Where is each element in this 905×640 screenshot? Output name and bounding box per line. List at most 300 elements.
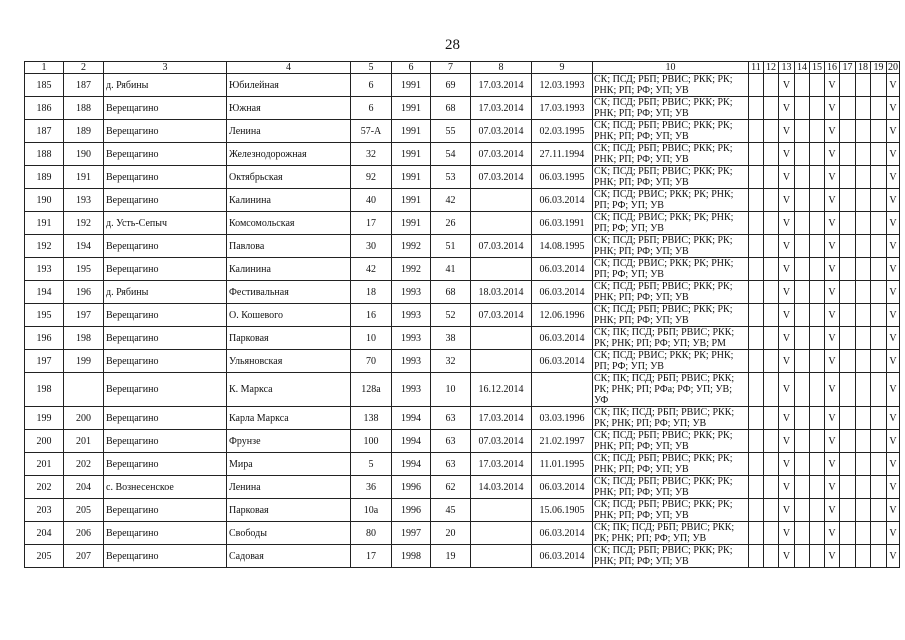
cell-col-2: 195	[64, 258, 104, 281]
cell-col-15	[810, 545, 825, 568]
cell-col-11	[749, 166, 764, 189]
cell-col-8: 07.03.2014	[471, 120, 532, 143]
cell-col-1: 191	[25, 212, 64, 235]
cell-col-10: СК; ПСД; РБП; РВИС; РКК; РК; РНК; РП; РФ; УП; УВ	[593, 235, 749, 258]
cell-col-18	[856, 350, 871, 373]
column-header-7: 7	[431, 62, 471, 74]
cell-col-15	[810, 120, 825, 143]
cell-col-5: 17	[351, 212, 392, 235]
cell-col-14	[795, 258, 810, 281]
cell-col-7: 54	[431, 143, 471, 166]
cell-col-14	[795, 74, 810, 97]
cell-col-12	[764, 407, 779, 430]
cell-col-11	[749, 189, 764, 212]
cell-col-15	[810, 407, 825, 430]
cell-col-17	[840, 235, 856, 258]
cell-col-2: 189	[64, 120, 104, 143]
cell-col-10: СК; ПСД; РБП; РВИС; РКК; РК; РНК; РП; РФ; УП; УВ	[593, 453, 749, 476]
cell-col-9: 06.03.2014	[532, 281, 593, 304]
cell-col-13: V	[779, 235, 795, 258]
cell-col-1: 204	[25, 522, 64, 545]
cell-col-5: 40	[351, 189, 392, 212]
cell-col-7: 63	[431, 453, 471, 476]
cell-col-13: V	[779, 499, 795, 522]
cell-col-19	[871, 258, 887, 281]
cell-col-16: V	[825, 120, 840, 143]
cell-col-11	[749, 304, 764, 327]
cell-col-11	[749, 258, 764, 281]
cell-col-2: 205	[64, 499, 104, 522]
table-row	[25, 430, 900, 453]
cell-col-16: V	[825, 97, 840, 120]
cell-col-7: 55	[431, 120, 471, 143]
cell-col-20: V	[887, 373, 900, 407]
cell-col-14	[795, 212, 810, 235]
cell-col-8	[471, 212, 532, 235]
cell-col-3: Верещагино	[104, 373, 227, 407]
cell-col-5: 6	[351, 74, 392, 97]
cell-col-13: V	[779, 120, 795, 143]
cell-col-5: 57-А	[351, 120, 392, 143]
cell-col-11	[749, 499, 764, 522]
cell-col-15	[810, 327, 825, 350]
cell-col-20: V	[887, 97, 900, 120]
cell-col-16: V	[825, 545, 840, 568]
cell-col-5: 30	[351, 235, 392, 258]
cell-col-17	[840, 545, 856, 568]
cell-col-7: 26	[431, 212, 471, 235]
cell-col-16: V	[825, 304, 840, 327]
cell-col-3: Верещагино	[104, 522, 227, 545]
cell-col-11	[749, 120, 764, 143]
cell-col-14	[795, 143, 810, 166]
cell-col-12	[764, 143, 779, 166]
cell-col-10: СК; ПСД; РБП; РВИС; РКК; РК; РНК; РП; РФ; УП; УВ	[593, 281, 749, 304]
cell-col-1: 195	[25, 304, 64, 327]
cell-col-12	[764, 430, 779, 453]
cell-col-20: V	[887, 189, 900, 212]
cell-col-16: V	[825, 166, 840, 189]
cell-col-16: V	[825, 430, 840, 453]
column-header-12: 12	[764, 62, 779, 74]
cell-col-8	[471, 189, 532, 212]
cell-col-17	[840, 304, 856, 327]
cell-col-8	[471, 522, 532, 545]
table-row	[25, 143, 900, 166]
cell-col-11	[749, 327, 764, 350]
cell-col-8	[471, 499, 532, 522]
cell-col-3: Верещагино	[104, 350, 227, 373]
cell-col-14	[795, 97, 810, 120]
cell-col-2: 206	[64, 522, 104, 545]
cell-col-4: Ленина	[227, 476, 351, 499]
cell-col-6: 1993	[392, 373, 431, 407]
cell-col-8: 17.03.2014	[471, 74, 532, 97]
cell-col-9: 03.03.1996	[532, 407, 593, 430]
cell-col-1: 200	[25, 430, 64, 453]
table-header	[25, 62, 900, 74]
cell-col-15	[810, 166, 825, 189]
cell-col-10: СК; ПК; ПСД; РБП; РВИС; РКК; РК; РНК; РП; РФ; УП; УВ; РМ	[593, 327, 749, 350]
cell-col-9: 12.06.1996	[532, 304, 593, 327]
cell-col-8: 17.03.2014	[471, 453, 532, 476]
table-row	[25, 545, 900, 568]
cell-col-18	[856, 166, 871, 189]
cell-col-17	[840, 258, 856, 281]
cell-col-5: 70	[351, 350, 392, 373]
cell-col-5: 100	[351, 430, 392, 453]
cell-col-18	[856, 281, 871, 304]
cell-col-17	[840, 499, 856, 522]
cell-col-10: СК; ПСД; РБП; РВИС; РКК; РК; РНК; РП; РФ; УП; УВ	[593, 304, 749, 327]
cell-col-19	[871, 407, 887, 430]
table-row	[25, 120, 900, 143]
cell-col-9: 14.08.1995	[532, 235, 593, 258]
cell-col-3: Верещагино	[104, 545, 227, 568]
cell-col-14	[795, 453, 810, 476]
registry-table	[24, 61, 900, 568]
cell-col-12	[764, 189, 779, 212]
cell-col-18	[856, 189, 871, 212]
cell-col-17	[840, 143, 856, 166]
cell-col-9: 21.02.1997	[532, 430, 593, 453]
cell-col-16: V	[825, 373, 840, 407]
cell-col-20: V	[887, 258, 900, 281]
cell-col-12	[764, 499, 779, 522]
cell-col-19	[871, 189, 887, 212]
cell-col-15	[810, 74, 825, 97]
cell-col-20: V	[887, 143, 900, 166]
cell-col-1: 186	[25, 97, 64, 120]
cell-col-3: Верещагино	[104, 235, 227, 258]
cell-col-20: V	[887, 166, 900, 189]
cell-col-6: 1991	[392, 189, 431, 212]
cell-col-13: V	[779, 166, 795, 189]
column-header-11: 11	[749, 62, 764, 74]
cell-col-20: V	[887, 74, 900, 97]
cell-col-5: 128а	[351, 373, 392, 407]
cell-col-12	[764, 545, 779, 568]
cell-col-2: 187	[64, 74, 104, 97]
cell-col-10: СК; ПСД; РБП; РВИС; РКК; РК; РНК; РП; РФ; УП; УВ	[593, 430, 749, 453]
table-row	[25, 407, 900, 430]
cell-col-6: 1996	[392, 476, 431, 499]
cell-col-4: Комсомольская	[227, 212, 351, 235]
cell-col-12	[764, 327, 779, 350]
cell-col-12	[764, 166, 779, 189]
cell-col-16: V	[825, 350, 840, 373]
cell-col-12	[764, 97, 779, 120]
cell-col-16: V	[825, 189, 840, 212]
cell-col-1: 203	[25, 499, 64, 522]
cell-col-3: Верещагино	[104, 499, 227, 522]
cell-col-4: Фрунзе	[227, 430, 351, 453]
cell-col-15	[810, 373, 825, 407]
cell-col-10: СК; ПСД; РБП; РВИС; РКК; РК; РНК; РП; РФ; УП; УВ	[593, 166, 749, 189]
cell-col-2	[64, 373, 104, 407]
cell-col-6: 1997	[392, 522, 431, 545]
cell-col-1: 190	[25, 189, 64, 212]
cell-col-1: 187	[25, 120, 64, 143]
cell-col-19	[871, 212, 887, 235]
cell-col-13: V	[779, 189, 795, 212]
cell-col-20: V	[887, 407, 900, 430]
table-row	[25, 189, 900, 212]
cell-col-12	[764, 258, 779, 281]
cell-col-9: 27.11.1994	[532, 143, 593, 166]
cell-col-10: СК; ПСД; РБП; РВИС; РКК; РК; РНК; РП; РФ; УП; УВ	[593, 143, 749, 166]
cell-col-4: Садовая	[227, 545, 351, 568]
cell-col-20: V	[887, 281, 900, 304]
cell-col-18	[856, 522, 871, 545]
cell-col-10: СК; ПСД; РВИС; РКК; РК; РНК; РП; РФ; УП; УВ	[593, 350, 749, 373]
cell-col-9: 06.03.2014	[532, 522, 593, 545]
cell-col-10: СК; ПСД; РБП; РВИС; РКК; РК; РНК; РП; РФ; УП; УВ	[593, 74, 749, 97]
cell-col-17	[840, 430, 856, 453]
cell-col-1: 193	[25, 258, 64, 281]
cell-col-17	[840, 120, 856, 143]
cell-col-15	[810, 235, 825, 258]
cell-col-7: 68	[431, 281, 471, 304]
cell-col-15	[810, 350, 825, 373]
table-row	[25, 281, 900, 304]
cell-col-20: V	[887, 476, 900, 499]
cell-col-9: 06.03.2014	[532, 476, 593, 499]
cell-col-18	[856, 327, 871, 350]
cell-col-3: д. Рябины	[104, 281, 227, 304]
cell-col-4: Парковая	[227, 327, 351, 350]
cell-col-13: V	[779, 545, 795, 568]
cell-col-6: 1998	[392, 545, 431, 568]
table-body	[25, 74, 900, 568]
column-header-16: 16	[825, 62, 840, 74]
cell-col-18	[856, 499, 871, 522]
cell-col-3: Верещагино	[104, 120, 227, 143]
cell-col-19	[871, 373, 887, 407]
cell-col-11	[749, 545, 764, 568]
column-header-1: 1	[25, 62, 64, 74]
cell-col-4: Юбилейная	[227, 74, 351, 97]
cell-col-13: V	[779, 97, 795, 120]
cell-col-3: Верещагино	[104, 166, 227, 189]
cell-col-14	[795, 120, 810, 143]
cell-col-6: 1993	[392, 327, 431, 350]
cell-col-4: Павлова	[227, 235, 351, 258]
cell-col-17	[840, 97, 856, 120]
cell-col-15	[810, 453, 825, 476]
cell-col-4: Мира	[227, 453, 351, 476]
cell-col-6: 1991	[392, 120, 431, 143]
cell-col-14	[795, 545, 810, 568]
cell-col-13: V	[779, 407, 795, 430]
cell-col-9: 06.03.1995	[532, 166, 593, 189]
cell-col-13: V	[779, 327, 795, 350]
cell-col-4: Калинина	[227, 189, 351, 212]
cell-col-7: 45	[431, 499, 471, 522]
cell-col-18	[856, 407, 871, 430]
column-header-3: 3	[104, 62, 227, 74]
table-row	[25, 166, 900, 189]
cell-col-7: 20	[431, 522, 471, 545]
cell-col-5: 18	[351, 281, 392, 304]
table-row	[25, 235, 900, 258]
cell-col-8	[471, 258, 532, 281]
cell-col-12	[764, 212, 779, 235]
cell-col-20: V	[887, 522, 900, 545]
cell-col-2: 190	[64, 143, 104, 166]
cell-col-1: 192	[25, 235, 64, 258]
cell-col-20: V	[887, 327, 900, 350]
cell-col-14	[795, 407, 810, 430]
cell-col-15	[810, 281, 825, 304]
cell-col-3: Верещагино	[104, 97, 227, 120]
cell-col-18	[856, 373, 871, 407]
cell-col-17	[840, 74, 856, 97]
cell-col-3: Верещагино	[104, 258, 227, 281]
cell-col-8: 07.03.2014	[471, 430, 532, 453]
cell-col-6: 1994	[392, 407, 431, 430]
cell-col-20: V	[887, 453, 900, 476]
cell-col-5: 80	[351, 522, 392, 545]
cell-col-20: V	[887, 499, 900, 522]
table-row	[25, 97, 900, 120]
header-row	[25, 62, 900, 74]
cell-col-12	[764, 120, 779, 143]
cell-col-8: 18.03.2014	[471, 281, 532, 304]
cell-col-12	[764, 235, 779, 258]
cell-col-2: 196	[64, 281, 104, 304]
cell-col-12	[764, 476, 779, 499]
cell-col-8: 17.03.2014	[471, 97, 532, 120]
cell-col-19	[871, 453, 887, 476]
column-header-19: 19	[871, 62, 887, 74]
cell-col-19	[871, 522, 887, 545]
cell-col-5: 10а	[351, 499, 392, 522]
cell-col-14	[795, 327, 810, 350]
column-header-18: 18	[856, 62, 871, 74]
cell-col-14	[795, 499, 810, 522]
cell-col-17	[840, 350, 856, 373]
cell-col-2: 193	[64, 189, 104, 212]
cell-col-2: 199	[64, 350, 104, 373]
cell-col-8	[471, 350, 532, 373]
cell-col-18	[856, 120, 871, 143]
cell-col-17	[840, 407, 856, 430]
cell-col-5: 16	[351, 304, 392, 327]
column-header-13: 13	[779, 62, 795, 74]
cell-col-9: 06.03.2014	[532, 350, 593, 373]
cell-col-7: 52	[431, 304, 471, 327]
cell-col-4: Свободы	[227, 522, 351, 545]
cell-col-19	[871, 476, 887, 499]
cell-col-1: 199	[25, 407, 64, 430]
cell-col-17	[840, 373, 856, 407]
cell-col-5: 5	[351, 453, 392, 476]
cell-col-18	[856, 304, 871, 327]
cell-col-13: V	[779, 281, 795, 304]
cell-col-3: д. Усть-Сепыч	[104, 212, 227, 235]
cell-col-6: 1993	[392, 350, 431, 373]
cell-col-7: 53	[431, 166, 471, 189]
cell-col-3: Верещагино	[104, 327, 227, 350]
cell-col-11	[749, 350, 764, 373]
table-row	[25, 74, 900, 97]
cell-col-20: V	[887, 212, 900, 235]
cell-col-2: 188	[64, 97, 104, 120]
cell-col-19	[871, 545, 887, 568]
cell-col-5: 6	[351, 97, 392, 120]
cell-col-8: 07.03.2014	[471, 166, 532, 189]
cell-col-2: 192	[64, 212, 104, 235]
cell-col-20: V	[887, 304, 900, 327]
cell-col-12	[764, 74, 779, 97]
cell-col-7: 19	[431, 545, 471, 568]
cell-col-16: V	[825, 407, 840, 430]
cell-col-13: V	[779, 143, 795, 166]
cell-col-10: СК; ПСД; РБП; РВИС; РКК; РК; РНК; РП; РФ; УП; УВ	[593, 476, 749, 499]
cell-col-6: 1992	[392, 235, 431, 258]
cell-col-18	[856, 143, 871, 166]
cell-col-1: 194	[25, 281, 64, 304]
cell-col-20: V	[887, 350, 900, 373]
cell-col-14	[795, 166, 810, 189]
cell-col-7: 51	[431, 235, 471, 258]
cell-col-4: Фестивальная	[227, 281, 351, 304]
cell-col-17	[840, 476, 856, 499]
cell-col-2: 204	[64, 476, 104, 499]
cell-col-16: V	[825, 327, 840, 350]
table-row	[25, 453, 900, 476]
cell-col-8: 17.03.2014	[471, 407, 532, 430]
cell-col-16: V	[825, 476, 840, 499]
cell-col-17	[840, 522, 856, 545]
table-row	[25, 476, 900, 499]
cell-col-17	[840, 166, 856, 189]
cell-col-15	[810, 522, 825, 545]
cell-col-20: V	[887, 545, 900, 568]
cell-col-7: 63	[431, 430, 471, 453]
cell-col-12	[764, 304, 779, 327]
cell-col-14	[795, 235, 810, 258]
cell-col-7: 32	[431, 350, 471, 373]
column-header-15: 15	[810, 62, 825, 74]
cell-col-7: 69	[431, 74, 471, 97]
cell-col-12	[764, 522, 779, 545]
cell-col-18	[856, 97, 871, 120]
cell-col-18	[856, 258, 871, 281]
cell-col-9: 11.01.1995	[532, 453, 593, 476]
cell-col-5: 138	[351, 407, 392, 430]
cell-col-10: СК; ПК; ПСД; РБП; РВИС; РКК; РК; РНК; РП; РФ; УП; УВ	[593, 522, 749, 545]
cell-col-11	[749, 212, 764, 235]
column-header-14: 14	[795, 62, 810, 74]
column-header-9: 9	[532, 62, 593, 74]
cell-col-14	[795, 189, 810, 212]
cell-col-11	[749, 97, 764, 120]
cell-col-1: 196	[25, 327, 64, 350]
cell-col-1: 185	[25, 74, 64, 97]
cell-col-15	[810, 189, 825, 212]
cell-col-3: с. Вознесенское	[104, 476, 227, 499]
cell-col-7: 68	[431, 97, 471, 120]
cell-col-6: 1993	[392, 281, 431, 304]
cell-col-3: Верещагино	[104, 430, 227, 453]
cell-col-17	[840, 453, 856, 476]
cell-col-17	[840, 327, 856, 350]
cell-col-4: О. Кошевого	[227, 304, 351, 327]
cell-col-2: 207	[64, 545, 104, 568]
cell-col-7: 42	[431, 189, 471, 212]
